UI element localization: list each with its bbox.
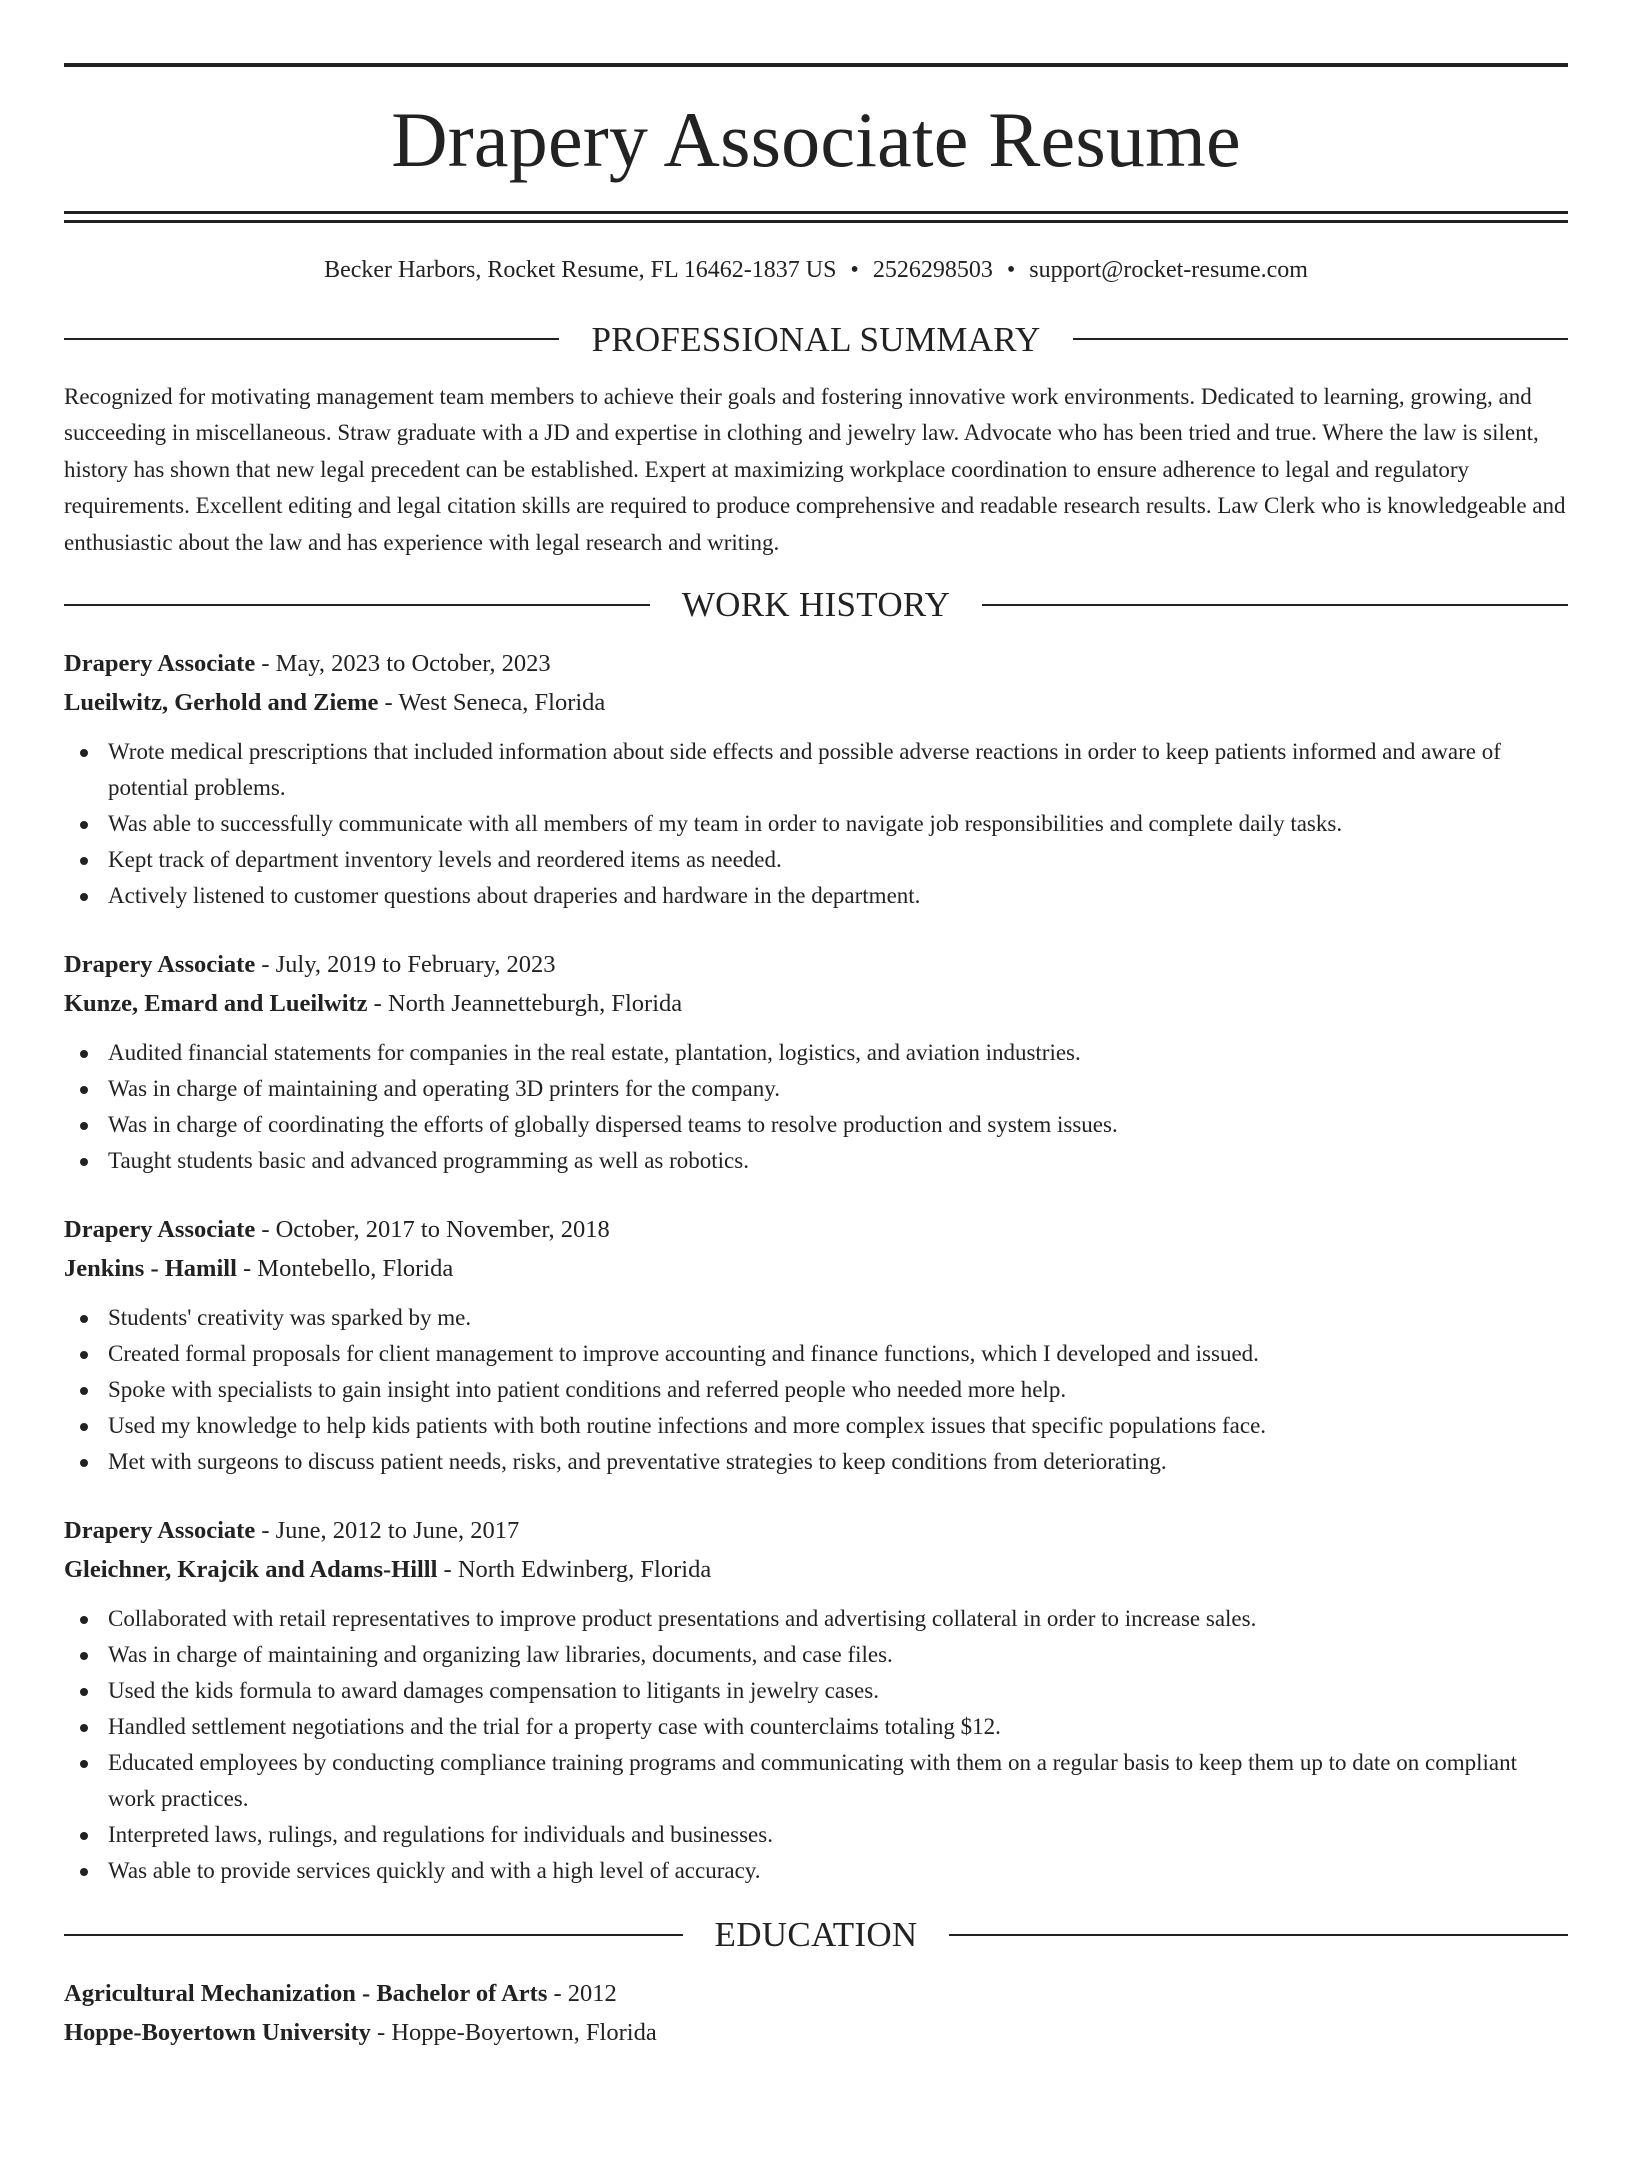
list-item: Used my knowledge to help kids patients with both routine infections and more complex issues that specific populations face. — [64, 1408, 1568, 1444]
heading-rule-right — [949, 1934, 1568, 1936]
job-company: Jenkins - Hamill — [64, 1255, 237, 1283]
job-company-line — [64, 984, 1568, 1023]
list-item: Wrote medical prescriptions that included information about side effects and possible adverse reactions in order to keep patients informed and aware of potential problems. — [64, 734, 1568, 806]
section-title: WORK HISTORY — [681, 585, 951, 625]
contact-address: Becker Harbors, Rocket Resume, FL 16462-1837 US — [324, 257, 837, 283]
top-rule — [64, 63, 1568, 67]
heading-rule-left — [64, 1934, 683, 1936]
section-heading-summary — [64, 319, 1568, 359]
contact-separator: • — [1006, 257, 1016, 283]
education-year: - 2012 — [547, 1980, 617, 2008]
education-entry — [64, 1974, 1568, 2052]
list-item: Created formal proposals for client management to improve accounting and finance functions, which I developed and issued. — [64, 1336, 1568, 1372]
section-heading-work — [64, 585, 1568, 625]
list-item: Was in charge of coordinating the efforts of globally dispersed teams to resolve production and system issues. — [64, 1107, 1568, 1143]
job-company-line — [64, 1249, 1568, 1288]
job-title-line — [64, 945, 1568, 984]
contact-line — [64, 256, 1568, 285]
job-entry — [64, 1511, 1568, 1889]
heading-rule-right — [982, 604, 1568, 606]
job-dates: - June, 2012 to June, 2017 — [255, 1517, 520, 1545]
job-location: - North Edwinberg, Florida — [437, 1556, 712, 1584]
job-bullet-list — [64, 1601, 1568, 1889]
job-dates: - May, 2023 to October, 2023 — [255, 650, 551, 678]
job-dates: - July, 2019 to February, 2023 — [255, 951, 556, 979]
job-bullet-list — [64, 1035, 1568, 1179]
section-title: EDUCATION — [714, 1915, 918, 1955]
job-bullet-list — [64, 734, 1568, 914]
heading-rule-right — [1073, 338, 1568, 340]
contact-phone: 2526298503 — [872, 257, 993, 283]
list-item: Handled settlement negotiations and the trial for a property case with counterclaims totaling $12. — [64, 1709, 1568, 1745]
job-company: Kunze, Emard and Lueilwitz — [64, 990, 368, 1018]
job-title-line — [64, 1511, 1568, 1550]
list-item: Actively listened to customer questions about draperies and hardware in the department. — [64, 878, 1568, 914]
section-title: PROFESSIONAL SUMMARY — [591, 319, 1041, 359]
summary-paragraph: Recognized for motivating management team members to achieve their goals and fostering innovative work environments. Dedicated to learning, growing, and succeeding in miscellaneous. Straw graduate with a JD and expertise in clothing and jewelry law. Advocate who has been tried and true. Where the law is silent, history has shown that new legal precedent can be established. Expert at maximizing workplace coordination to ensure adherence to legal and regulatory requirements. Excellent editing and legal citation skills are required to produce comprehensive and readable research results. Law Clerk who is knowledgeable and enthusiastic about the law and has experience with legal research and writing. — [64, 383, 1566, 555]
job-entry — [64, 644, 1568, 914]
list-item: Spoke with specialists to gain insight into patient conditions and referred people who needed more help. — [64, 1372, 1568, 1408]
job-company-line — [64, 683, 1568, 722]
education-school: Hoppe-Boyertown University — [64, 2019, 371, 2047]
heading-rule-left — [64, 338, 559, 340]
list-item: Audited financial statements for companies in the real estate, plantation, logistics, and aviation industries. — [64, 1035, 1568, 1071]
job-entry — [64, 1210, 1568, 1480]
job-entry — [64, 945, 1568, 1179]
contact-email[interactable]: support@rocket-resume.com — [1029, 257, 1308, 283]
list-item: Was able to provide services quickly and with a high level of accuracy. — [64, 1853, 1568, 1889]
page-title: Drapery Associate Resume — [391, 96, 1241, 183]
list-item: Educated employees by conducting compliance training programs and communicating with them on a regular basis to keep them up to date on compliant work practices. — [64, 1745, 1568, 1817]
job-title: Drapery Associate — [64, 650, 256, 678]
education-school-line — [64, 2013, 1568, 2052]
job-title-line — [64, 1210, 1568, 1249]
education-degree-line — [64, 1974, 1568, 2013]
list-item: Was able to successfully communicate with all members of my team in order to navigate job responsibilities and complete daily tasks. — [64, 806, 1568, 842]
list-item: Collaborated with retail representatives to improve product presentations and advertising collateral in order to increase sales. — [64, 1601, 1568, 1637]
job-company: Lueilwitz, Gerhold and Zieme — [64, 689, 379, 717]
list-item: Used the kids formula to award damages compensation to litigants in jewelry cases. — [64, 1673, 1568, 1709]
list-item: Was in charge of maintaining and operating 3D printers for the company. — [64, 1071, 1568, 1107]
job-location: - Montebello, Florida — [236, 1255, 454, 1283]
section-heading-education — [64, 1915, 1568, 1955]
list-item: Interpreted laws, rulings, and regulations for individuals and businesses. — [64, 1817, 1568, 1853]
job-location: - West Seneca, Florida — [378, 689, 606, 717]
job-title: Drapery Associate — [64, 951, 256, 979]
job-title: Drapery Associate — [64, 1517, 256, 1545]
education-location: - Hoppe-Boyertown, Florida — [370, 2019, 657, 2047]
list-item: Met with surgeons to discuss patient needs, risks, and preventative strategies to keep conditions from deteriorating. — [64, 1444, 1568, 1480]
list-item: Kept track of department inventory levels and reordered items as needed. — [64, 842, 1568, 878]
list-item: Students' creativity was sparked by me. — [64, 1300, 1568, 1336]
title-double-rule — [64, 211, 1568, 223]
education-degree: Agricultural Mechanization - Bachelor of Arts — [64, 1980, 548, 2008]
job-company: Gleichner, Krajcik and Adams-Hilll — [64, 1556, 438, 1584]
list-item: Taught students basic and advanced programming as well as robotics. — [64, 1143, 1568, 1179]
list-item: Was in charge of maintaining and organizing law libraries, documents, and case files. — [64, 1637, 1568, 1673]
resume-page — [0, 63, 1632, 2175]
heading-rule-left — [64, 604, 650, 606]
contact-separator: • — [850, 257, 859, 283]
job-bullet-list — [64, 1300, 1568, 1480]
job-dates: - October, 2017 to November, 2018 — [255, 1216, 610, 1244]
job-location: - North Jeannetteburgh, Florida — [367, 990, 683, 1018]
job-company-line — [64, 1550, 1568, 1589]
job-title-line — [64, 644, 1568, 683]
job-title: Drapery Associate — [64, 1216, 256, 1244]
